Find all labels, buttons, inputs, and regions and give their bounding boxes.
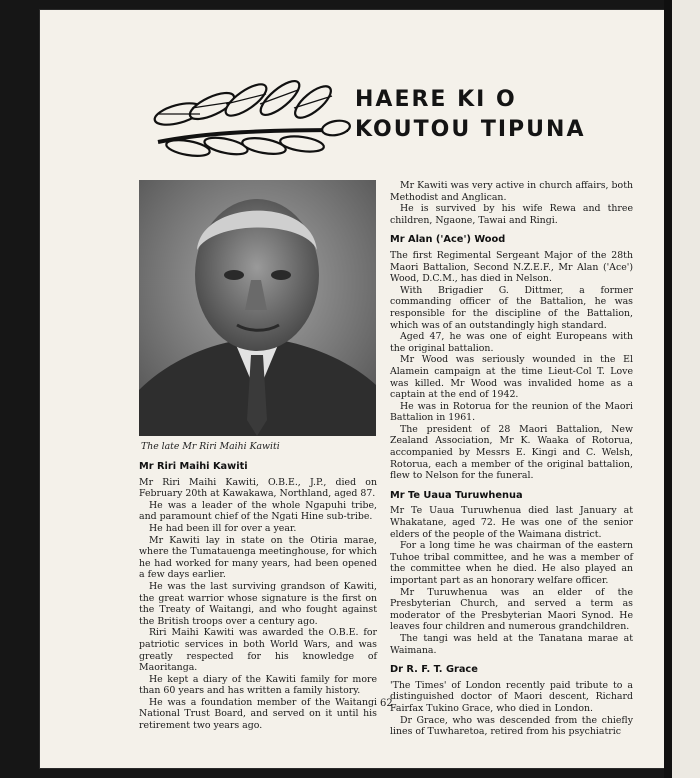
paragraph: Mr Wood was seriously wounded in the El Alamein campaign at the time Lieut-Col T. Love was killed. Mr Wood was invalided home as a captain at the end of 1942.: [390, 354, 633, 401]
paragraph: Mr Kawiti lay in state on the Otiria marae, where the Tumatauenga meetinghouse, for which he had worked for many years, had been opened a few days earlier.: [139, 534, 377, 581]
portrait-illustration: [139, 180, 376, 436]
next-page-edge: [672, 0, 700, 778]
paragraph: He is survived by his wife Rewa and three children, Ngaone, Tawai and Ringi.: [390, 203, 633, 226]
heading-kawiti: Mr Riri Maihi Kawiti: [139, 461, 248, 472]
right-column: [390, 180, 633, 738]
paragraph: He was a foundation member of the Waitangi National Trust Board, and served on it until his retirement two years ago.: [139, 696, 377, 732]
paragraph: The tangi was held at the Tanatana marae at Waimana.: [390, 632, 633, 656]
paragraph: The president of 28 Maori Battalion, New Zealand Association, Mr K. Waaka of Rotorua, accompanied by Messrs E. Kingi and C. Welsh, Rotorua, each a member of the original battalion, flew to Nelson for the funeral.: [390, 423, 633, 482]
paragraph: Mr Kawiti was very active in church affairs, both Methodist and Anglican.: [390, 180, 633, 203]
paragraph: Riri Maihi Kawiti was awarded the O.B.E. for patriotic services in both World Wars, and was greatly respected for his knowledge of Maoritanga.: [139, 627, 377, 674]
photo-caption: The late Mr Riri Maihi Kawiti: [141, 441, 280, 452]
paragraph: He had been ill for over a year.: [149, 522, 297, 534]
article-title: [355, 85, 585, 145]
portrait-photo: [139, 180, 376, 436]
paragraph: Dr Grace, who was descended from the chiefly lines of Tuwharetoa, retired from his psychiatric: [390, 714, 633, 738]
paragraph: With Brigadier G. Dittmer, a former commanding officer of the Battalion, he was responsible for the discipline of the Battalion, which was of an outstandingly high standard.: [390, 284, 633, 331]
heading-grace: Dr R. F. T. Grace: [390, 664, 478, 676]
paragraph: Mr Te Uaua Turuwhenua died last January at Whakatane, aged 72. He was one of the senior elders of the people of the Waimana district.: [390, 505, 633, 540]
paragraph: Mr Riri Maihi Kawiti, O.B.E., J.P., died on February 20th at Kawakawa, Northland, aged 87.: [139, 476, 377, 500]
paragraph: He was the last surviving grandson of Kawiti, the great warrior whose signature is the first on the Treaty of Waitangi, and who fought against the British troops over a century ago.: [139, 580, 377, 627]
page-number: 62: [380, 698, 393, 709]
left-column: [139, 461, 377, 732]
paragraph: Aged 47, he was one of eight Europeans with the original battalion.: [390, 331, 633, 354]
paragraph: For a long time he was chairman of the eastern Tuhoe tribal committee, and he was a member of the committee when he died. He also played an important part as an honorary welfare officer.: [390, 540, 633, 586]
paragraph: Mr Turuwhenua was an elder of the Presbyterian Church, and served a term as moderator of the Presbyterian Maori Synod. He leaves four children and numerous grandchildren.: [390, 586, 633, 633]
title-line-1: HAERE KI O: [355, 87, 517, 112]
paragraph: He kept a diary of the Kawiti family for more than 60 years and has written a family history.: [139, 673, 377, 697]
paragraph: The first Regimental Sergeant Major of the 28th Maori Battalion, Second N.Z.E.F., Mr Alan ('Ace') Wood, D.C.M., has died in Nelson.: [390, 249, 633, 285]
title-line-2: KOUTOU TIPUNA: [355, 117, 586, 142]
paragraph: 'The Times' of London recently paid tribute to a distinguished doctor of Maori descent, Richard Fairfax Tukino Grace, who died in London.: [390, 679, 633, 714]
heading-wood: Mr Alan ('Ace') Wood: [390, 234, 506, 246]
page-gutter: [664, 0, 672, 778]
heading-turuwhenua: Mr Te Uaua Turuwhenua: [390, 489, 523, 501]
leaf-branch-illustration: [148, 72, 353, 158]
paragraph: He was a leader of the whole Ngapuhi tribe, and paramount chief of the Ngati Hine sub-tribe.: [139, 499, 377, 523]
paragraph: He was in Rotorua for the reunion of the Maori Battalion in 1961.: [390, 400, 633, 424]
